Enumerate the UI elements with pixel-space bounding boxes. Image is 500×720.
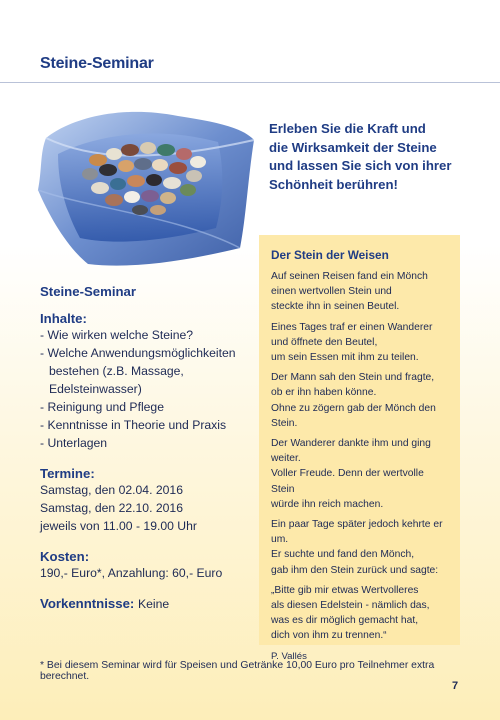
poem-line: Ein paar Tage später jedoch kehrte er um. (271, 519, 443, 546)
poem-stanza (271, 583, 448, 644)
poem-line: Er suchte und fand den Mönch, (271, 549, 415, 561)
poem-line: ob er ihn haben könne. (271, 387, 377, 399)
poem-line: steckte ihn in seinen Beutel. (271, 301, 400, 313)
tagline-line: und lassen Sie sich von ihrer (269, 158, 452, 173)
contents-item: - Welche Anwendungsmöglichkeiten (40, 346, 236, 360)
poem-line: Eines Tages traf er einen Wanderer (271, 321, 433, 333)
poem-line: als diesen Edelstein - nämlich das, (271, 600, 430, 612)
prerequisites-line (40, 596, 265, 611)
poem-line: um sein Essen mit ihm zu teilen. (271, 352, 419, 364)
poem-line: Ohne zu zögern gab der Mönch den Stein. (271, 402, 436, 429)
page-title: Steine-Seminar (40, 55, 154, 72)
poem-stanza (271, 320, 448, 366)
poem-line: Der Wanderer dankte ihm und ging weiter. (271, 438, 431, 465)
tagline (269, 120, 474, 194)
costs-heading: Kosten: (40, 549, 90, 564)
poem-title: Der Stein der Weisen (271, 248, 389, 262)
poem-line: Voller Freude. Denn der wertvolle Stein (271, 468, 424, 495)
poem-stanza (271, 269, 448, 315)
stone-bowl-photo (28, 98, 258, 273)
prerequisites-heading: Vorkenntnisse: (40, 596, 135, 611)
poem-line: einen wertvollen Stein und (271, 286, 392, 298)
poem-line: würde ihn reich machen. (271, 498, 384, 510)
dates-heading: Termine: (40, 466, 95, 481)
poem-line: was es dir möglich gemacht hat, (271, 615, 419, 627)
contents-item: - Unterlagen (40, 436, 108, 450)
poem-line: und öffnete den Beutel, (271, 336, 378, 348)
date-item: Samstag, den 22.10. 2016 (40, 501, 183, 515)
costs-value: 190,- Euro*, Anzahlung: 60,- Euro (40, 566, 223, 580)
date-item: Samstag, den 02.04. 2016 (40, 483, 183, 497)
poem-line: dich von ihm zu trennen.“ (271, 630, 387, 642)
poem-stanza (271, 517, 448, 578)
date-item: jeweils von 11.00 - 19.00 Uhr (40, 519, 197, 533)
footnote: * Bei diesem Seminar wird für Speisen und Getränke 10,00 Euro pro Teilnehmer extra berechnet. (40, 660, 435, 682)
tagline-line: Schönheit berühren! (269, 176, 398, 192)
seminar-title: Steine-Seminar (40, 284, 137, 299)
contents-heading: Inhalte: (40, 311, 87, 326)
contents-item: - Wie wirken welche Steine? (40, 328, 194, 342)
poem-line: gab ihm den Stein zurück und sagte: (271, 564, 439, 576)
poem-line: Auf seinen Reisen fand ein Mönch (271, 271, 428, 282)
seminar-info (40, 284, 265, 611)
poem-stanza (271, 436, 448, 512)
contents-item: - Reinigung und Pflege (40, 400, 164, 414)
tagline-line: die Wirksamkeit der Steine (269, 139, 437, 155)
poem-line: Der Mann sah den Stein und fragte, (271, 372, 435, 384)
poem-author: P. Vallés (271, 650, 307, 662)
poem-line: „Bitte gib mir etwas Wertvolleres (271, 584, 419, 596)
poem-stanza (271, 370, 448, 431)
prerequisites-value: Keine (137, 597, 170, 611)
contents-item: - Kenntnisse in Theorie und Praxis (40, 418, 227, 432)
poem-box (259, 235, 460, 662)
header-rule (0, 82, 500, 83)
contents-item: bestehen (z.B. Massage, Edelsteinwasser) (49, 364, 184, 396)
tagline-line: Erleben Sie die Kraft und (269, 121, 426, 136)
page-number: 7 (452, 680, 459, 692)
